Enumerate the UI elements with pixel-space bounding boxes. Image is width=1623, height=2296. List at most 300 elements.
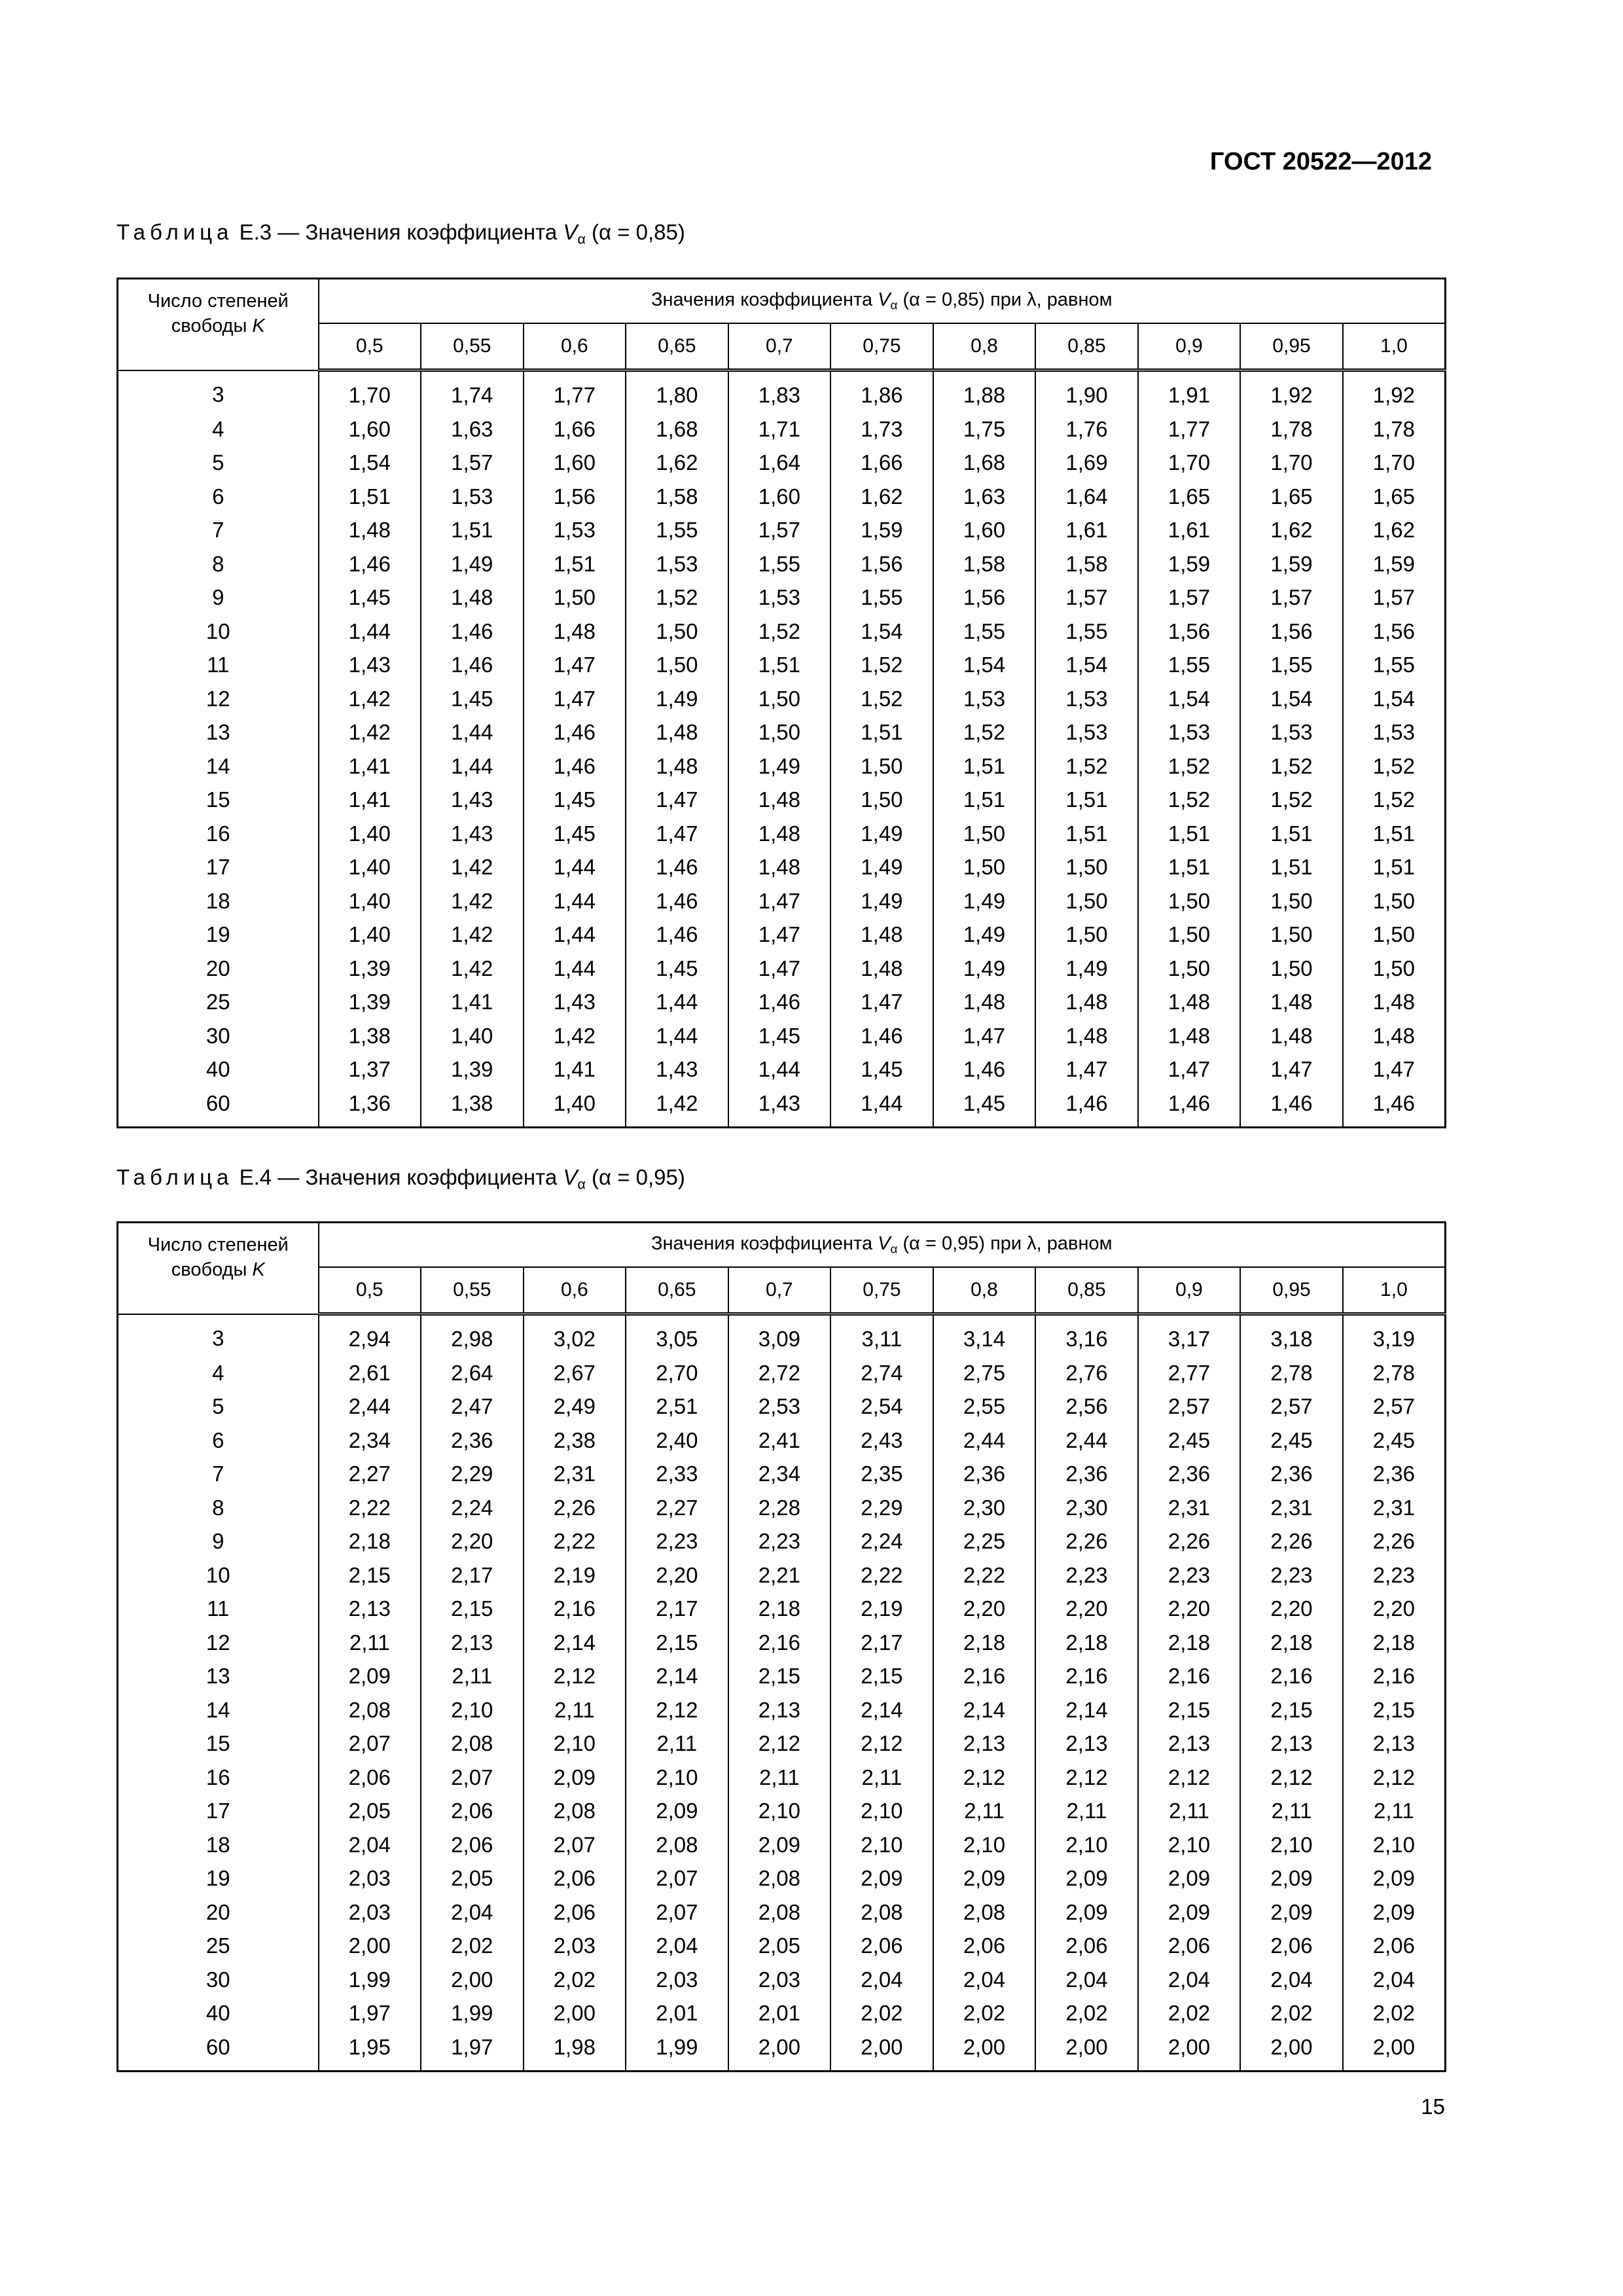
coef-value-cell: 2,04 <box>1343 1963 1446 1997</box>
coef-value-cell: 1,58 <box>1035 547 1138 581</box>
coef-value-cell: 2,49 <box>524 1390 626 1424</box>
coef-value-cell: 2,09 <box>1343 1861 1446 1895</box>
coef-value-cell: 1,47 <box>524 682 626 716</box>
table-row <box>118 1457 1446 1491</box>
coef-value-cell: 2,00 <box>728 2030 831 2072</box>
coef-value-cell: 1,50 <box>1343 918 1446 952</box>
coef-value-cell: 2,11 <box>830 1761 933 1795</box>
coef-value-cell: 2,06 <box>1035 1929 1138 1963</box>
coef-value-cell: 2,75 <box>933 1356 1036 1390</box>
coef-value-cell: 2,13 <box>933 1727 1036 1761</box>
caption-number: Е.4 <box>239 1165 272 1189</box>
coef-value-cell: 2,57 <box>1240 1390 1343 1424</box>
k-value-cell: 16 <box>118 817 319 851</box>
coef-value-cell: 1,54 <box>1343 682 1446 716</box>
coef-value-cell: 1,40 <box>319 817 421 851</box>
coef-value-cell: 2,18 <box>933 1626 1036 1660</box>
coef-value-cell: 2,08 <box>524 1794 626 1828</box>
coef-value-cell: 1,53 <box>1138 715 1241 749</box>
coef-value-cell: 1,51 <box>1138 817 1241 851</box>
coef-value-cell: 1,48 <box>933 985 1036 1019</box>
lambda-header: 1,0 <box>1343 1267 1446 1314</box>
coef-value-cell: 2,45 <box>1343 1424 1446 1458</box>
k-value-cell: 40 <box>118 1996 319 2030</box>
coef-value-cell: 1,73 <box>830 412 933 446</box>
table-row <box>118 1491 1446 1525</box>
k-value-cell: 3 <box>118 1314 319 1356</box>
coef-value-cell: 1,56 <box>1240 615 1343 649</box>
coef-value-cell: 1,57 <box>1343 581 1446 615</box>
coef-value-cell: 1,46 <box>1240 1086 1343 1128</box>
k-value-cell: 7 <box>118 513 319 547</box>
coef-value-cell: 2,45 <box>1240 1424 1343 1458</box>
coef-value-cell: 2,02 <box>1240 1996 1343 2030</box>
coef-value-cell: 2,10 <box>830 1828 933 1862</box>
coef-symbol: V <box>563 220 578 244</box>
coef-value-cell: 2,20 <box>1035 1592 1138 1626</box>
coef-value-cell: 1,48 <box>728 850 831 884</box>
coef-value-cell: 1,48 <box>626 749 728 783</box>
coef-value-cell: 1,70 <box>1138 446 1241 480</box>
coef-value-cell: 1,44 <box>319 615 421 649</box>
coef-value-cell: 1,66 <box>830 446 933 480</box>
coef-value-cell: 1,47 <box>626 783 728 817</box>
k-value-cell: 20 <box>118 952 319 986</box>
table-row <box>118 1424 1446 1458</box>
lambda-header: 0,6 <box>524 1267 626 1314</box>
coef-value-cell: 2,10 <box>728 1794 831 1828</box>
coef-value-cell: 2,23 <box>626 1524 728 1558</box>
coef-value-cell: 2,27 <box>319 1457 421 1491</box>
coef-value-cell: 1,65 <box>1343 480 1446 514</box>
coef-value-cell: 1,57 <box>1138 581 1241 615</box>
coef-value-cell: 1,50 <box>728 715 831 749</box>
alpha-subscript: α <box>890 1242 898 1256</box>
coef-value-cell: 2,31 <box>1138 1491 1241 1525</box>
coef-value-cell: 1,59 <box>1343 547 1446 581</box>
coef-value-cell: 1,37 <box>319 1052 421 1086</box>
coef-value-cell: 1,50 <box>1035 850 1138 884</box>
coef-value-cell: 2,36 <box>1138 1457 1241 1491</box>
coef-value-cell: 2,12 <box>1138 1761 1241 1795</box>
coef-value-cell: 1,47 <box>1343 1052 1446 1086</box>
coef-value-cell: 1,64 <box>728 446 831 480</box>
coef-value-cell: 2,09 <box>933 1861 1036 1895</box>
coef-value-cell: 1,50 <box>1343 884 1446 918</box>
coef-value-cell: 2,30 <box>1035 1491 1138 1525</box>
caption-text: — Значения коэффициента <box>277 1165 558 1189</box>
coef-value-cell: 2,11 <box>1138 1794 1241 1828</box>
coef-value-cell: 1,44 <box>421 749 524 783</box>
coef-value-cell: 2,02 <box>421 1929 524 1963</box>
coef-value-cell: 2,34 <box>319 1424 421 1458</box>
coef-value-cell: 1,48 <box>626 715 728 749</box>
coef-value-cell: 1,55 <box>626 513 728 547</box>
coef-value-cell: 2,15 <box>319 1558 421 1592</box>
coef-value-cell: 1,43 <box>524 985 626 1019</box>
coef-value-cell: 2,02 <box>1035 1996 1138 2030</box>
coef-value-cell: 2,18 <box>319 1524 421 1558</box>
coef-value-cell: 1,49 <box>626 682 728 716</box>
coef-value-cell: 2,09 <box>1138 1861 1241 1895</box>
coef-value-cell: 2,36 <box>1343 1457 1446 1491</box>
coef-value-cell: 1,56 <box>524 480 626 514</box>
lambda-header: 0,9 <box>1138 1267 1241 1314</box>
coef-value-cell: 1,43 <box>728 1086 831 1128</box>
k-header-line2: свободы <box>171 315 247 336</box>
coef-value-cell: 1,50 <box>933 817 1036 851</box>
coef-value-cell: 2,13 <box>421 1626 524 1660</box>
coef-value-cell: 1,50 <box>1138 918 1241 952</box>
coef-value-cell: 2,07 <box>319 1727 421 1761</box>
lambda-header: 0,7 <box>728 1267 831 1314</box>
coef-value-cell: 1,44 <box>421 715 524 749</box>
coef-value-cell: 2,22 <box>524 1524 626 1558</box>
table-row <box>118 1390 1446 1424</box>
coef-value-cell: 3,11 <box>830 1314 933 1356</box>
lambda-header: 0,55 <box>421 323 524 370</box>
coef-value-cell: 1,53 <box>1240 715 1343 749</box>
coef-value-cell: 1,38 <box>421 1086 524 1128</box>
k-value-cell: 4 <box>118 1356 319 1390</box>
coef-value-cell: 2,14 <box>1035 1693 1138 1727</box>
coef-value-cell: 2,11 <box>933 1794 1036 1828</box>
coef-value-cell: 2,03 <box>728 1963 831 1997</box>
k-value-cell: 18 <box>118 1828 319 1862</box>
coef-value-cell: 2,07 <box>421 1761 524 1795</box>
coef-value-cell: 2,70 <box>626 1356 728 1390</box>
coef-value-cell: 1,99 <box>319 1963 421 1997</box>
coef-value-cell: 2,09 <box>1240 1895 1343 1929</box>
coef-value-cell: 1,78 <box>1343 412 1446 446</box>
coef-value-cell: 2,06 <box>1343 1929 1446 1963</box>
coef-value-cell: 1,46 <box>626 918 728 952</box>
coef-value-cell: 2,47 <box>421 1390 524 1424</box>
coef-value-cell: 1,52 <box>830 682 933 716</box>
coef-value-cell: 1,45 <box>319 581 421 615</box>
table-row <box>118 615 1446 649</box>
coef-value-cell: 1,77 <box>524 370 626 412</box>
coef-value-cell: 2,33 <box>626 1457 728 1491</box>
coef-value-cell: 2,26 <box>1240 1524 1343 1558</box>
coef-value-cell: 2,09 <box>1138 1895 1241 1929</box>
coef-value-cell: 2,64 <box>421 1356 524 1390</box>
table-row <box>118 1356 1446 1390</box>
table-row <box>118 547 1446 581</box>
coef-value-cell: 1,52 <box>626 581 728 615</box>
coef-value-cell: 1,59 <box>830 513 933 547</box>
coef-value-cell: 1,43 <box>626 1052 728 1086</box>
caption-prefix: Таблица <box>116 1165 234 1189</box>
coef-value-cell: 1,50 <box>626 648 728 682</box>
coef-value-cell: 2,26 <box>1138 1524 1241 1558</box>
table-row <box>118 1727 1446 1761</box>
table-row <box>118 2030 1446 2072</box>
coef-value-cell: 2,44 <box>933 1424 1036 1458</box>
coef-value-cell: 1,54 <box>1035 648 1138 682</box>
table-row <box>118 783 1446 817</box>
coef-value-cell: 1,50 <box>1240 884 1343 918</box>
coef-value-cell: 1,99 <box>626 2030 728 2072</box>
coef-value-cell: 2,23 <box>1138 1558 1241 1592</box>
coef-value-cell: 2,08 <box>933 1895 1036 1929</box>
coef-value-cell: 2,22 <box>830 1558 933 1592</box>
coef-value-cell: 1,59 <box>1240 547 1343 581</box>
coef-value-cell: 1,52 <box>1343 749 1446 783</box>
coef-value-cell: 1,47 <box>1035 1052 1138 1086</box>
table-row <box>118 1659 1446 1693</box>
coef-value-cell: 1,42 <box>524 1019 626 1053</box>
coef-value-cell: 1,48 <box>319 513 421 547</box>
table-row <box>118 749 1446 783</box>
k-value-cell: 30 <box>118 1963 319 1997</box>
group-header <box>319 1223 1446 1268</box>
coef-value-cell: 2,40 <box>626 1424 728 1458</box>
coef-value-cell: 1,51 <box>830 715 933 749</box>
coef-value-cell: 1,49 <box>933 952 1036 986</box>
coef-value-cell: 2,12 <box>1343 1761 1446 1795</box>
coef-value-cell: 2,10 <box>933 1828 1036 1862</box>
coef-value-cell: 2,09 <box>1035 1895 1138 1929</box>
coef-value-cell: 2,28 <box>728 1491 831 1525</box>
coef-value-cell: 2,11 <box>319 1626 421 1660</box>
table-row <box>118 1524 1446 1558</box>
alpha-subscript: α <box>577 1176 586 1193</box>
coef-value-cell: 1,57 <box>421 446 524 480</box>
k-value-cell: 60 <box>118 2030 319 2072</box>
table-row <box>118 648 1446 682</box>
coef-value-cell: 3,05 <box>626 1314 728 1356</box>
coef-value-cell: 1,61 <box>1035 513 1138 547</box>
table-row <box>118 1929 1446 1963</box>
coef-value-cell: 1,57 <box>1035 581 1138 615</box>
coef-value-cell: 1,45 <box>421 682 524 716</box>
coef-value-cell: 1,43 <box>319 648 421 682</box>
coef-value-cell: 1,57 <box>728 513 831 547</box>
k-value-cell: 19 <box>118 1861 319 1895</box>
coef-value-cell: 1,53 <box>1343 715 1446 749</box>
coef-value-cell: 1,54 <box>319 446 421 480</box>
coef-value-cell: 1,45 <box>830 1052 933 1086</box>
coef-value-cell: 1,49 <box>933 918 1036 952</box>
coef-value-cell: 1,55 <box>1343 648 1446 682</box>
table-e4-caption <box>116 1165 685 1193</box>
coef-value-cell: 1,50 <box>1240 918 1343 952</box>
coef-value-cell: 1,77 <box>1138 412 1241 446</box>
coef-value-cell: 2,06 <box>830 1929 933 1963</box>
coef-value-cell: 1,46 <box>626 850 728 884</box>
coef-value-cell: 2,23 <box>728 1524 831 1558</box>
coef-value-cell: 1,47 <box>1138 1052 1241 1086</box>
table-row <box>118 513 1446 547</box>
coef-value-cell: 1,80 <box>626 370 728 412</box>
coef-value-cell: 2,00 <box>319 1929 421 1963</box>
k-value-cell: 12 <box>118 1626 319 1660</box>
coef-value-cell: 2,18 <box>1343 1626 1446 1660</box>
k-header-var: K <box>252 1259 265 1280</box>
coef-value-cell: 1,53 <box>933 682 1036 716</box>
coef-value-cell: 2,31 <box>1240 1491 1343 1525</box>
coef-value-cell: 2,03 <box>319 1861 421 1895</box>
coef-value-cell: 1,51 <box>1240 850 1343 884</box>
coef-value-cell: 2,20 <box>933 1592 1036 1626</box>
coef-value-cell: 1,92 <box>1240 370 1343 412</box>
coef-value-cell: 1,51 <box>728 648 831 682</box>
coef-value-cell: 1,47 <box>728 952 831 986</box>
lambda-header: 0,95 <box>1240 1267 1343 1314</box>
coef-value-cell: 1,40 <box>319 850 421 884</box>
coef-value-cell: 2,36 <box>1035 1457 1138 1491</box>
coef-value-cell: 1,48 <box>524 615 626 649</box>
coef-value-cell: 2,23 <box>1240 1558 1343 1592</box>
coef-value-cell: 1,47 <box>933 1019 1036 1053</box>
table-row <box>118 1693 1446 1727</box>
coef-value-cell: 2,19 <box>524 1558 626 1592</box>
coef-value-cell: 1,88 <box>933 370 1036 412</box>
coef-value-cell: 1,46 <box>1035 1086 1138 1128</box>
coef-value-cell: 1,49 <box>421 547 524 581</box>
coef-value-cell: 2,06 <box>524 1861 626 1895</box>
coef-value-cell: 1,49 <box>933 884 1036 918</box>
coef-value-cell: 2,02 <box>830 1996 933 2030</box>
group-header-before: Значения коэффициента <box>651 1233 873 1255</box>
coef-value-cell: 1,52 <box>1138 783 1241 817</box>
coef-value-cell: 2,07 <box>524 1828 626 1862</box>
coef-value-cell: 1,40 <box>421 1019 524 1053</box>
coef-value-cell: 2,36 <box>421 1424 524 1458</box>
coef-value-cell: 2,00 <box>830 2030 933 2072</box>
coef-value-cell: 2,21 <box>728 1558 831 1592</box>
coef-value-cell: 1,52 <box>1240 749 1343 783</box>
coef-value-cell: 1,46 <box>421 615 524 649</box>
coef-value-cell: 2,74 <box>830 1356 933 1390</box>
coef-value-cell: 1,50 <box>1035 884 1138 918</box>
coef-value-cell: 2,04 <box>626 1929 728 1963</box>
coef-value-cell: 1,55 <box>830 581 933 615</box>
k-value-cell: 12 <box>118 682 319 716</box>
lambda-header: 0,8 <box>933 323 1036 370</box>
coef-value-cell: 1,49 <box>1035 952 1138 986</box>
coef-value-cell: 2,10 <box>1240 1828 1343 1862</box>
coef-value-cell: 1,48 <box>830 952 933 986</box>
coef-value-cell: 2,16 <box>1343 1659 1446 1693</box>
coef-value-cell: 1,62 <box>1240 513 1343 547</box>
coef-value-cell: 1,48 <box>1343 985 1446 1019</box>
coef-value-cell: 2,31 <box>524 1457 626 1491</box>
group-header-before: Значения коэффициента <box>651 289 873 311</box>
coef-value-cell: 2,44 <box>319 1390 421 1424</box>
coef-value-cell: 1,53 <box>1035 682 1138 716</box>
coef-value-cell: 1,50 <box>1035 918 1138 952</box>
coef-value-cell: 1,44 <box>626 1019 728 1053</box>
coef-value-cell: 1,65 <box>1138 480 1241 514</box>
k-column-header <box>118 279 319 370</box>
lambda-header: 0,75 <box>830 323 933 370</box>
k-value-cell: 8 <box>118 1491 319 1525</box>
k-value-cell: 20 <box>118 1895 319 1929</box>
coef-value-cell: 1,50 <box>1343 952 1446 986</box>
table-row <box>118 1794 1446 1828</box>
coef-value-cell: 3,09 <box>728 1314 831 1356</box>
coef-value-cell: 1,36 <box>319 1086 421 1128</box>
coef-value-cell: 2,27 <box>626 1491 728 1525</box>
coef-value-cell: 1,48 <box>830 918 933 952</box>
k-value-cell: 15 <box>118 783 319 817</box>
coef-value-cell: 2,16 <box>1240 1659 1343 1693</box>
coef-value-cell: 2,19 <box>830 1592 933 1626</box>
coef-value-cell: 2,04 <box>830 1963 933 1997</box>
coef-value-cell: 1,52 <box>933 715 1036 749</box>
coef-value-cell: 1,70 <box>1240 446 1343 480</box>
coef-value-cell: 1,69 <box>1035 446 1138 480</box>
coef-value-cell: 1,48 <box>1240 1019 1343 1053</box>
coef-value-cell: 1,95 <box>319 2030 421 2072</box>
coef-value-cell: 2,12 <box>1035 1761 1138 1795</box>
coef-value-cell: 1,48 <box>1240 985 1343 1019</box>
coef-value-cell: 1,51 <box>319 480 421 514</box>
table-row <box>118 370 1446 412</box>
coef-value-cell: 1,44 <box>728 1052 831 1086</box>
coef-value-cell: 2,06 <box>1138 1929 1241 1963</box>
coef-value-cell: 1,60 <box>524 446 626 480</box>
coef-value-cell: 1,39 <box>421 1052 524 1086</box>
k-header-line2: свободы <box>171 1259 247 1280</box>
coef-value-cell: 2,15 <box>728 1659 831 1693</box>
coef-value-cell: 1,51 <box>1035 783 1138 817</box>
coef-value-cell: 1,46 <box>626 884 728 918</box>
k-value-cell: 9 <box>118 581 319 615</box>
coef-value-cell: 2,76 <box>1035 1356 1138 1390</box>
coef-value-cell: 1,50 <box>626 615 728 649</box>
coef-value-cell: 1,48 <box>728 783 831 817</box>
coef-value-cell: 1,51 <box>1035 817 1138 851</box>
coef-value-cell: 2,61 <box>319 1356 421 1390</box>
coef-value-cell: 2,77 <box>1138 1356 1241 1390</box>
coef-value-cell: 2,15 <box>1138 1693 1241 1727</box>
caption-text: — Значения коэффициента <box>277 220 558 244</box>
coef-value-cell: 2,05 <box>319 1794 421 1828</box>
coef-value-cell: 1,63 <box>933 480 1036 514</box>
coef-value-cell: 2,24 <box>830 1524 933 1558</box>
lambda-header: 0,9 <box>1138 323 1241 370</box>
coef-value-cell: 2,06 <box>524 1895 626 1929</box>
coef-value-cell: 2,20 <box>1138 1592 1241 1626</box>
coef-value-cell: 2,00 <box>933 2030 1036 2072</box>
coef-value-cell: 2,11 <box>626 1727 728 1761</box>
k-value-cell: 9 <box>118 1524 319 1558</box>
coef-value-cell: 2,09 <box>524 1761 626 1795</box>
coef-value-cell: 1,44 <box>626 985 728 1019</box>
coef-value-cell: 2,06 <box>319 1761 421 1795</box>
k-value-cell: 17 <box>118 850 319 884</box>
coef-value-cell: 2,06 <box>933 1929 1036 1963</box>
coef-value-cell: 1,68 <box>933 446 1036 480</box>
coef-value-cell: 2,94 <box>319 1314 421 1356</box>
coef-value-cell: 1,52 <box>1240 783 1343 817</box>
coef-value-cell: 1,62 <box>830 480 933 514</box>
coef-value-cell: 1,50 <box>933 850 1036 884</box>
coef-symbol: V <box>878 1233 891 1255</box>
coef-value-cell: 2,03 <box>319 1895 421 1929</box>
coef-value-cell: 2,10 <box>830 1794 933 1828</box>
coef-value-cell: 1,41 <box>319 783 421 817</box>
coef-value-cell: 1,97 <box>319 1996 421 2030</box>
coef-value-cell: 2,03 <box>524 1929 626 1963</box>
coef-value-cell: 2,12 <box>1240 1761 1343 1795</box>
table-row <box>118 1861 1446 1895</box>
coef-value-cell: 2,26 <box>524 1491 626 1525</box>
coef-value-cell: 1,74 <box>421 370 524 412</box>
